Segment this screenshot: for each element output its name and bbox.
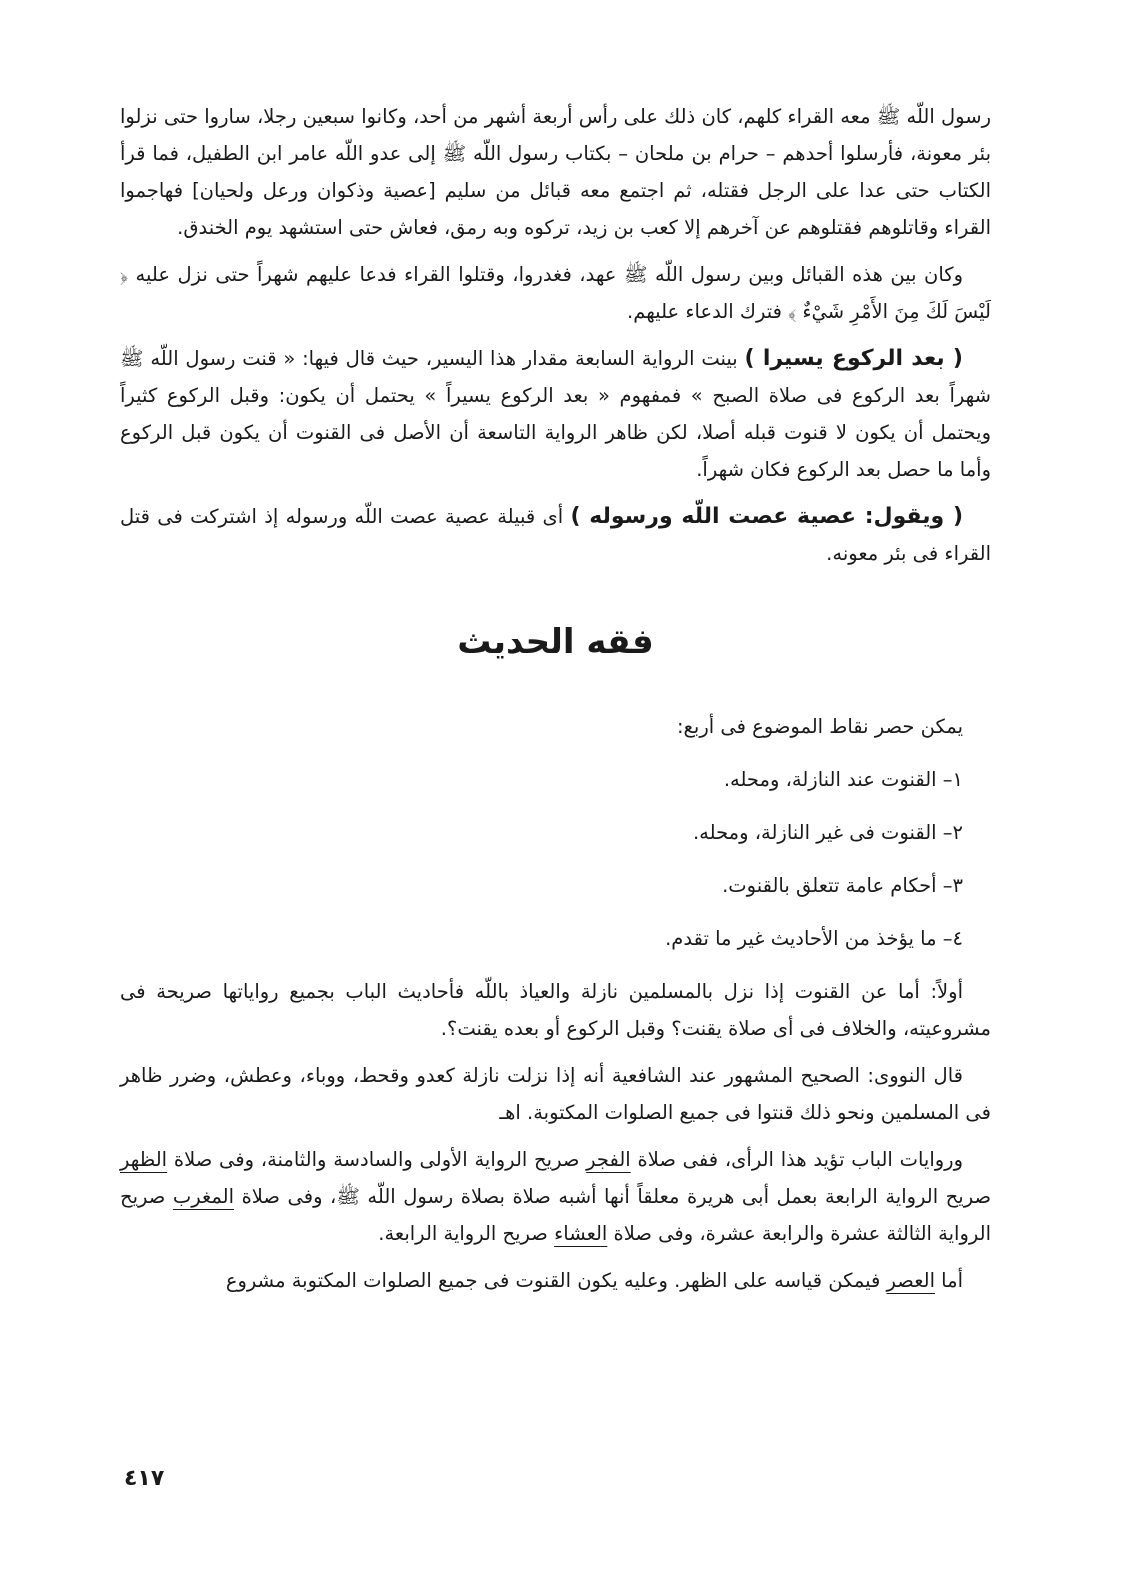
paragraph-2-text: وكان بين هذه القبائل وبين رسول اللّه ﷺ عهد، فغدروا، وقتلوا القراء فدعا عليهم شهراً حتى نزل عليه ﴿ لَيْسَ لَكَ مِنَ الأَمْرِ شَيْءٌ ﴾ فترك الدعاء عليهم.	[120, 263, 991, 323]
page-number: ٤١٧	[124, 1466, 165, 1491]
paragraph-8	[120, 1262, 991, 1299]
paragraph-3-text: بينت الرواية السابعة مقدار هذا اليسير، حيث قال فيها: « قنت رسول اللّه ﷺ شهراً بعد الركوع فى صلاة الصبح » فمفهوم « بعد الركوع يسيراً » يحتمل أن يكون: وقبل الركوع كثيراً ويحتمل أن يكون لا قنوت قبله أصلا، لكن ظاهر الرواية التاسعة أن الأصل فى القنوت أن يكون قبل الركوع وأما ما حصل بعد الركوع فكان شهراً.	[120, 347, 991, 481]
paragraph-7-text-a: وروايات الباب تؤيد هذا الرأى، ففى صلاة	[630, 1148, 964, 1171]
paragraph-5-text: أولاً: أما عن القنوت إذا نزل بالمسلمين نازلة والعياذ باللّه فأحاديث الباب بجميع رواياتها صريحة فى مشروعيته، والخلاف فى أى صلاة يقنت؟ وقبل الركوع أو بعده يقنت؟.	[120, 980, 991, 1040]
section-heading: فقه الحديث	[457, 622, 654, 662]
paragraph-7-text-d: صريح الرواية الثالثة عشرة والرابعة عشرة، وفى صلاة	[120, 1185, 991, 1245]
paragraph-8-text-a: أما	[934, 1269, 963, 1292]
list-item-2: ٢– القنوت فى غير النازلة، ومحله.	[692, 821, 963, 844]
underlined-asr: العصر	[886, 1269, 935, 1292]
underlined-zuhr: الظهر	[120, 1148, 168, 1171]
bold-phrase-usayya: ( ويقول: عصية عصت اللّه ورسوله )	[570, 504, 963, 529]
paragraph-7	[120, 1141, 991, 1252]
list-item-3: ٣– أحكام عامة تتعلق بالقنوت.	[722, 874, 963, 897]
paragraph-5	[120, 973, 991, 1047]
paragraph-1-text: رسول اللّه ﷺ معه القراء كلهم، كان ذلك على رأس أربعة أشهر من أحد، وكانوا سبعين رجلا، ساروا حتى نزلوا بئر معونة، فأرسلوا أحدهم – حرام بن ملحان – بكتاب رسول اللّه ﷺ إلى عدو اللّه عامر ابن الطفيل، فما قرأ الكتاب حتى عدا على الرجل فقتله، ثم اجتمع معه قبائل من سليم [عصية وذكوان ورعل ولحيان] فهاجموا القراء وقاتلوهم فقتلوهم عن آخرهم إلا كعب بن زيد، تركوه وبه رمق، فعاش حتى استشهد يوم الخندق.	[120, 105, 991, 239]
paragraph-7-text-e: صريح الرواية الرابعة.	[378, 1222, 555, 1245]
paragraph-3	[120, 340, 991, 488]
underlined-isha: العشاء	[554, 1222, 608, 1245]
underlined-maghrib: المغرب	[172, 1185, 235, 1208]
paragraph-4	[120, 498, 991, 572]
paragraph-1	[120, 98, 991, 246]
list-item-1: ١– القنوت عند النازلة، ومحله.	[723, 768, 963, 791]
paragraph-8-text-b: فيمكن قياسه على الظهر. وعليه يكون القنوت فى جميع الصلوات المكتوبة مشروع	[225, 1269, 887, 1292]
paragraph-2	[120, 256, 991, 330]
list-item-4: ٤– ما يؤخذ من الأحاديث غير ما تقدم.	[665, 927, 963, 950]
paragraph-4-text: أى قبيلة عصية عصت اللّه ورسوله إذ اشتركت فى قتل القراء فى بئر معونه.	[120, 505, 991, 565]
bold-phrase-after-ruku: ( بعد الركوع يسيرا )	[744, 346, 963, 371]
list-intro: يمكن حصر نقاط الموضوع فى أربع:	[676, 715, 963, 738]
paragraph-6	[120, 1057, 991, 1131]
underlined-fajr: الفجر	[586, 1148, 631, 1171]
paragraph-7-text-b: صريح الرواية الأولى والسادسة والثامنة، وفى صلاة	[167, 1148, 587, 1171]
paragraph-6-text: قال النووى: الصحيح المشهور عند الشافعية أنه إذا نزلت نازلة كعدو وقحط، ووباء، وعطش، وضرر ظاهر فى المسلمين ونحو ذلك قنتوا فى جميع الصلوات المكتوبة. اهـ	[120, 1064, 991, 1124]
paragraph-7-text-c: صريح الرواية الرابعة بعمل أبى هريرة معلقاً أنها أشبه صلاة بصلاة رسول اللّه ﷺ، وفى صلاة	[234, 1185, 992, 1208]
